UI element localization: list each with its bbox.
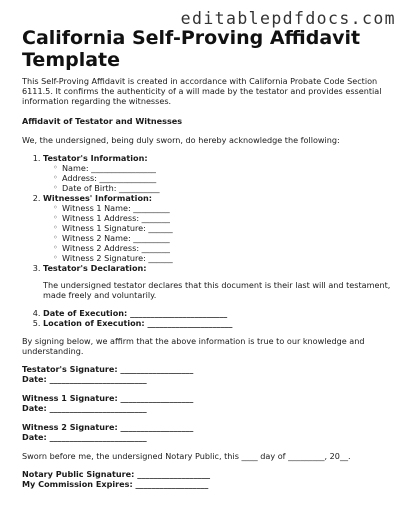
witnesses-info-title: Witnesses' Information:: [43, 193, 153, 203]
declaration-title: Testator's Declaration:: [43, 263, 147, 273]
declaration-text: The undersigned testator declares that this document is their last will and testament, made freely and voluntarily.: [43, 280, 391, 300]
notary-commission-field[interactable]: My Commission Expires: __________________: [22, 479, 209, 489]
date-of-execution-item[interactable]: [43, 308, 392, 318]
witness1-sign-field[interactable]: Witness 1 Signature: __________________: [22, 393, 194, 403]
witness1-signature-field[interactable]: ◦ Witness 1 Signature: ______: [62, 223, 392, 233]
witnesses-info-item: [43, 193, 392, 263]
notary-block: [22, 469, 392, 489]
testator-name-field[interactable]: ◦ Name: ________________: [62, 163, 392, 173]
location-of-execution-field[interactable]: Location of Execution: _____________________: [43, 318, 233, 328]
section-heading: Affidavit of Testator and Witnesses: [22, 116, 183, 126]
testator-date-field[interactable]: Date: ________________________: [22, 374, 147, 384]
document-title: California Self-Proving Affidavit Template: [22, 27, 361, 71]
witness1-address-field[interactable]: ◦ Witness 1 Address: _______: [62, 213, 392, 223]
acknowledgement-paragraph: We, the undersigned, being duly sworn, do hereby acknowledge the following:: [22, 135, 340, 145]
witnesses-info-fields: [43, 203, 392, 263]
declaration-item: [43, 263, 392, 300]
location-of-execution-item[interactable]: [43, 318, 392, 328]
testator-dob-field[interactable]: ◦ Date of Birth: __________: [62, 183, 392, 193]
affirmation-paragraph: By signing below, we affirm that the above information is true to our knowledge and understanding.: [22, 336, 365, 356]
intro-paragraph: This Self-Proving Affidavit is created in accordance with California Probate Code Section 6111.5. It confirms the authenticity of a will made by the testator and provides essential information regarding the witnesses.: [22, 76, 382, 106]
testator-info-item: [43, 153, 392, 193]
witness2-address-field[interactable]: ◦ Witness 2 Address: _______: [62, 243, 392, 253]
witness2-name-field[interactable]: ◦ Witness 2 Name: _________: [62, 233, 392, 243]
witness2-date-field[interactable]: Date: ________________________: [22, 432, 147, 442]
testator-info-title: Testator's Information:: [43, 153, 148, 163]
testator-info-fields: [43, 163, 392, 193]
date-of-execution-field[interactable]: Date of Execution: ________________________: [43, 308, 228, 318]
affidavit-items-list: [22, 153, 392, 328]
testator-signature-field[interactable]: Testator's Signature: __________________: [22, 364, 194, 374]
notary-sworn-statement: Sworn before me, the undersigned Notary Public, this ____ day of _________, 20__.: [22, 451, 351, 461]
testator-signature-block: [22, 364, 392, 384]
notary-signature-field[interactable]: Notary Public Signature: __________________: [22, 469, 211, 479]
witness1-name-field[interactable]: ◦ Witness 1 Name: _________: [62, 203, 392, 213]
witness2-signature-field[interactable]: ◦ Witness 2 Signature: ______: [62, 253, 392, 263]
document-body: [22, 76, 392, 498]
site-watermark: editablepdfdocs.com: [180, 9, 396, 28]
witness1-date-field[interactable]: Date: ________________________: [22, 403, 147, 413]
testator-address-field[interactable]: ◦ Address: ______________: [62, 173, 392, 183]
witness2-sign-field[interactable]: Witness 2 Signature: __________________: [22, 422, 194, 432]
witness1-signature-block: [22, 393, 392, 413]
witness2-signature-block: [22, 422, 392, 442]
